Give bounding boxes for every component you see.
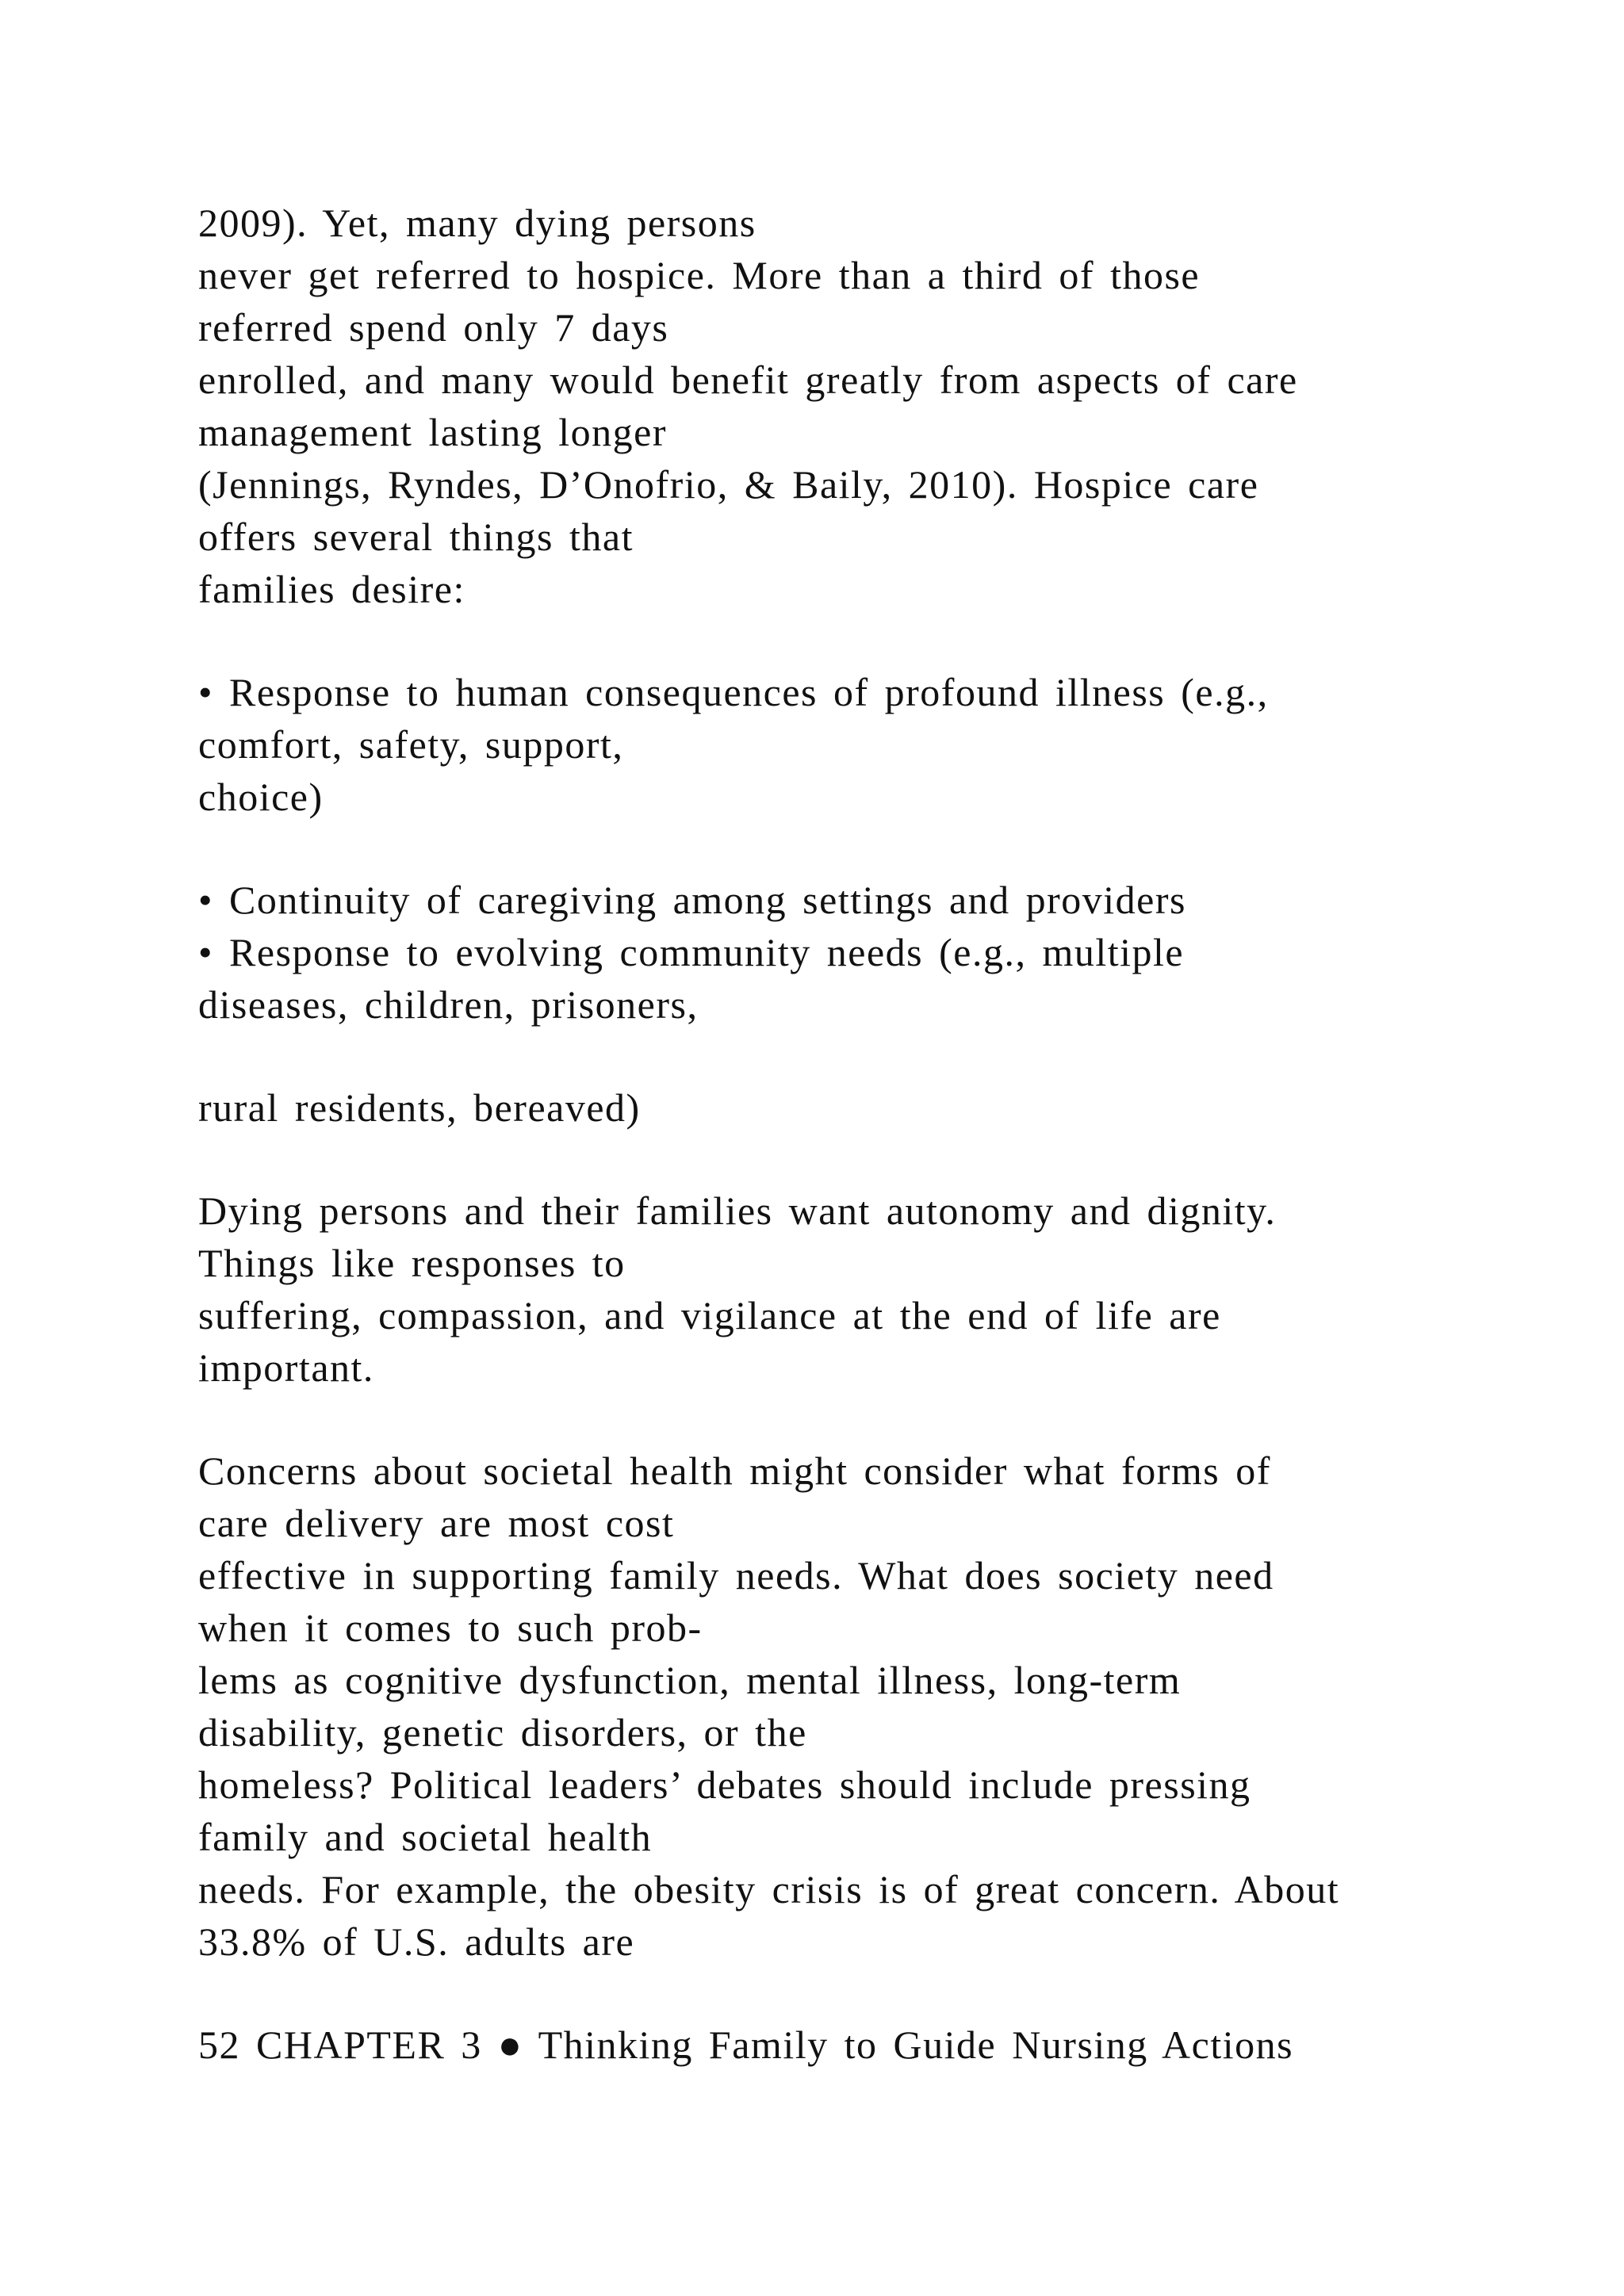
text-line: management lasting longer bbox=[198, 410, 668, 454]
text-line: needs. For example, the obesity crisis is of great concern. About bbox=[198, 1867, 1340, 1911]
text-line: homeless? Political leaders’ debates should include pressing bbox=[198, 1762, 1251, 1807]
text-line: enrolled, and many would benefit greatly from aspects of care bbox=[198, 358, 1298, 402]
text-line: Concerns about societal health might consider what forms of bbox=[198, 1448, 1271, 1493]
text-line: Things like responses to bbox=[198, 1241, 626, 1285]
paragraph-gap bbox=[198, 823, 1594, 874]
text-line: when it comes to such prob- bbox=[198, 1605, 703, 1650]
paragraph-gap bbox=[198, 1968, 1594, 2019]
text-line: diseases, children, prisoners, bbox=[198, 982, 699, 1027]
text-line: suffering, compassion, and vigilance at the end of life are bbox=[198, 1293, 1221, 1337]
text-line: lems as cognitive dysfunction, mental illness, long-term bbox=[198, 1658, 1182, 1702]
text-line: 2009). Yet, many dying persons bbox=[198, 201, 756, 245]
paragraph-gap bbox=[198, 1134, 1594, 1184]
text-line: 33.8% of U.S. adults are bbox=[198, 1919, 635, 1964]
bullet-item: • Response to evolving community needs (e.g., multiple bbox=[198, 930, 1185, 974]
text-line: effective in supporting family needs. What does society need bbox=[198, 1553, 1274, 1598]
text-line: care delivery are most cost bbox=[198, 1501, 675, 1545]
bullet-item: • Response to human consequences of profound illness (e.g., bbox=[198, 670, 1269, 714]
text-line: choice) bbox=[198, 775, 324, 819]
text-line: families desire: bbox=[198, 567, 465, 611]
text-line: comfort, safety, support, bbox=[198, 722, 624, 767]
paragraph-gap bbox=[198, 1031, 1594, 1081]
body-text bbox=[198, 197, 1594, 2071]
text-line: (Jennings, Ryndes, D’Onofrio, & Baily, 2010). Hospice care bbox=[198, 462, 1259, 507]
text-line: family and societal health bbox=[198, 1815, 653, 1859]
paragraph-gap bbox=[198, 615, 1594, 666]
text-line: referred spend only 7 days bbox=[198, 305, 669, 350]
running-footer: 52 CHAPTER 3 ● Thinking Family to Guide Nursing Actions bbox=[198, 2022, 1294, 2067]
bullet-item: • Continuity of caregiving among settings and providers bbox=[198, 878, 1186, 922]
paragraph-gap bbox=[198, 1394, 1594, 1445]
text-line: rural residents, bereaved) bbox=[198, 1085, 641, 1130]
text-line: never get referred to hospice. More than a third of those bbox=[198, 253, 1201, 297]
text-line: disability, genetic disorders, or the bbox=[198, 1710, 807, 1755]
text-line: important. bbox=[198, 1345, 374, 1390]
text-line: Dying persons and their families want autonomy and dignity. bbox=[198, 1188, 1277, 1233]
text-line: offers several things that bbox=[198, 515, 634, 559]
